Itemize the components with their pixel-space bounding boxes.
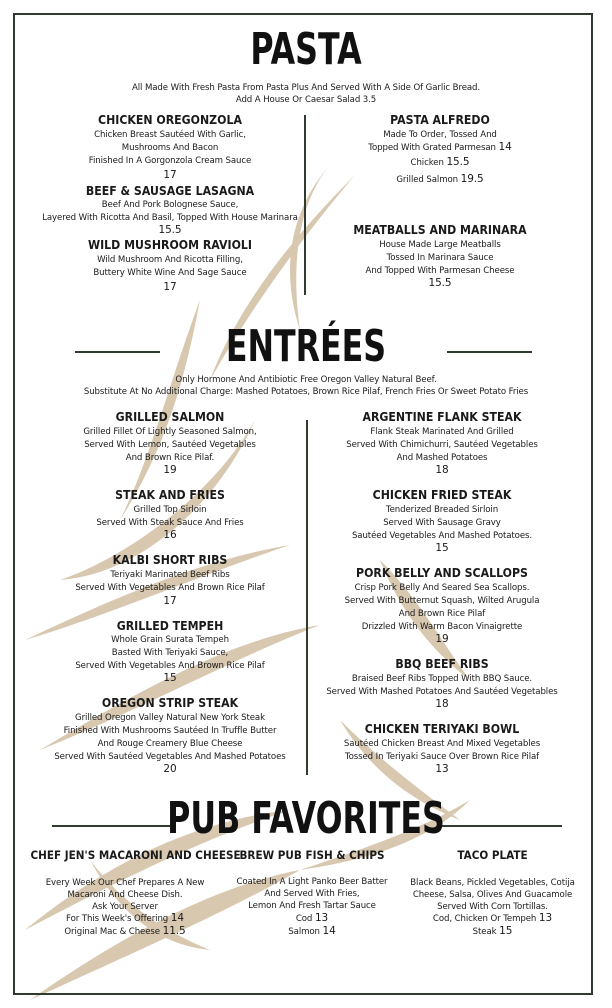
menu-item-description: And Mashed Potatoes — [396, 453, 488, 463]
menu-item-option — [325, 156, 555, 170]
menu-item-description: Lemon And Fresh Tartar Sauce — [248, 901, 376, 911]
option-label: Cod, Chicken Or Tempeh — [432, 914, 537, 924]
menu-item-name: CHICKEN FRIED STEAK — [372, 488, 512, 502]
menu-item-description: Grilled Oregon Valley Natural New York Steak — [75, 713, 265, 723]
option-label: Original Mac & Cheese — [64, 927, 160, 937]
option-label: Grilled Salmon — [396, 175, 458, 185]
entrees-title-rule-right — [447, 351, 532, 353]
option-label: Salmon — [288, 927, 320, 937]
menu-item-name: TACO PLATE — [457, 848, 528, 862]
menu-item-description — [325, 141, 555, 155]
menu-item-description: Grilled Fillet Of Lightly Seasoned Salmon, — [83, 427, 257, 437]
menu-item-description: Served With Butternut Squash, Wilted Arugula — [344, 596, 540, 606]
menu-item-price: 15.5 — [158, 224, 182, 236]
menu-item-description: And Topped With Parmesan Cheese — [365, 266, 515, 276]
menu-item-description: Finished With Mushrooms Sautéed In Truffle Butter — [63, 726, 277, 736]
menu-item-description: Flank Steak Marinated And Grilled — [370, 427, 514, 437]
menu-item-description: Macaroni And Cheese Dish. — [67, 890, 183, 900]
menu-item-price: 18 — [435, 698, 449, 710]
menu-item-name: PORK BELLY AND SCALLOPS — [356, 566, 528, 580]
menu-item-price: 13 — [435, 763, 449, 775]
option-label: Cod — [295, 914, 313, 924]
pasta-note: All Made With Fresh Pasta From Pasta Plus And Served With A Side Of Garlic Bread. — [131, 83, 481, 93]
menu-item-description: Served With Sautéed Vegetables And Mashed Potatoes — [54, 752, 286, 762]
option-label: For This Week's Offering — [66, 914, 169, 924]
menu-item-description: Whole Grain Surata Tempeh — [111, 635, 229, 645]
menu-item-name: MEATBALLS AND MARINARA — [353, 223, 527, 237]
entrees-note: Only Hormone And Antibiotic Free Oregon Valley Natural Beef. — [175, 375, 437, 385]
menu-item-name: BREW PUB FISH & CHIPS — [239, 848, 385, 862]
menu-item-price: 16 — [163, 529, 177, 541]
menu-item-name: BBQ BEEF RIBS — [395, 657, 489, 671]
menu-item-description: Crisp Pork Belly And Seared Sea Scallops. — [354, 583, 530, 593]
menu-item-name: WILD MUSHROOM RAVIOLI — [88, 238, 252, 252]
menu-item-description: Served With Vegetables And Brown Rice Pilaf — [75, 583, 265, 593]
pub-title-rule-left — [52, 825, 172, 827]
menu-item-description: Mushrooms And Bacon — [121, 143, 219, 153]
menu-item-price: 15.5 — [428, 277, 452, 289]
menu-item-price: 15 — [435, 542, 449, 554]
menu-item-price: 17 — [163, 595, 177, 607]
menu-item-description: Tossed In Marinara Sauce — [386, 253, 494, 263]
menu-item-description: Cheese, Salsa, Olives And Guacamole — [412, 890, 573, 900]
entrees-title-rule-left — [75, 351, 160, 353]
menu-item-name: OREGON STRIP STEAK — [101, 696, 239, 710]
menu-item-description: Every Week Our Chef Prepares A New — [45, 878, 205, 888]
pasta-salad-note: Add A House Or Caesar Salad 3.5 — [235, 95, 377, 105]
menu-item-description: Tenderized Breaded Sirloin — [385, 505, 499, 515]
option-price: 15 — [499, 925, 513, 937]
pasta-column-divider — [304, 115, 306, 295]
menu-item-price: 17 — [163, 281, 177, 293]
menu-item-description: Made To Order, Tossed And — [383, 130, 497, 140]
option-price: 19.5 — [460, 173, 484, 185]
menu-item-name: ARGENTINE FLANK STEAK — [362, 410, 522, 424]
menu-item-price: 19 — [435, 633, 449, 645]
menu-item-option — [212, 925, 412, 939]
menu-item-description: Finished In A Gorgonzola Cream Sauce — [88, 156, 252, 166]
menu-item-price: 15 — [163, 672, 177, 684]
menu-item-name: KALBI SHORT RIBS — [112, 553, 228, 567]
menu-item-description: And Brown Rice Pilaf. — [125, 453, 215, 463]
menu-item-description: And Rouge Creamery Blue Cheese — [97, 739, 243, 749]
menu-item-option — [20, 912, 230, 926]
menu-item-name: STEAK AND FRIES — [115, 488, 225, 502]
menu-item-description: Served With Lemon, Sautéed Vegetables — [84, 440, 256, 450]
pub-title-rule-right — [442, 825, 562, 827]
menu-item-description: Ask Your Server — [92, 902, 158, 912]
menu-item-description: Chicken Breast Sautéed With Garlic, — [94, 130, 246, 140]
menu-item-description: Layered With Ricotta And Basil, Topped With House Marinara — [42, 213, 298, 223]
menu-item-price: 18 — [435, 464, 449, 476]
pasta-section-title: PASTA — [250, 24, 362, 75]
menu-item-option — [20, 925, 230, 939]
menu-item-option — [325, 173, 555, 187]
menu-item-name: BEEF & SAUSAGE LASAGNA — [85, 184, 255, 198]
menu-item-description: Served With Vegetables And Brown Rice Pilaf — [75, 661, 265, 671]
menu-item-name: CHICKEN OREGONZOLA — [98, 113, 242, 127]
menu-item-option — [400, 925, 585, 939]
menu-item-description: Served With Chimichurri, Sautéed Vegetables — [346, 440, 538, 450]
menu-item-description: Basted With Teriyaki Sauce, — [111, 648, 229, 658]
option-price: 14 — [170, 912, 184, 924]
option-price: 13 — [314, 912, 329, 924]
menu-item-description: And Served With Fries, — [264, 889, 360, 899]
menu-item-description: Tossed In Teriyaki Sauce Over Brown Rice Pilaf — [344, 752, 540, 762]
menu-item-description: Wild Mushroom And Ricotta Filling, — [97, 255, 243, 265]
menu-item-description: Beef And Pork Bolognese Sauce, — [101, 200, 239, 210]
menu-item-description: Braised Beef Ribs Topped With BBQ Sauce. — [351, 674, 533, 684]
menu-item-name: PASTA ALFREDO — [390, 113, 490, 127]
menu-item-description: Drizzled With Warm Bacon Vinaigrette — [361, 622, 523, 632]
menu-item-description: Topped With Grated Parmesan — [368, 143, 496, 153]
menu-item-description: Sautéed Chicken Breast And Mixed Vegetables — [343, 739, 541, 749]
option-price: 15.5 — [446, 156, 470, 168]
pub-favorites-section-title: PUB FAVORITES — [167, 793, 445, 844]
menu-item-description: Served With Steak Sauce And Fries — [96, 518, 244, 528]
menu-item-name: GRILLED SALMON — [115, 410, 225, 424]
menu-item-price: 19 — [163, 464, 177, 476]
menu-item-description: Served With Sausage Gravy — [383, 518, 501, 528]
menu-item-option — [212, 912, 412, 926]
entrees-section-title: ENTRÉES — [225, 321, 387, 372]
menu-item-description: Teriyaki Marinated Beef Ribs — [110, 570, 230, 580]
option-price: 14 — [322, 925, 336, 937]
menu-item-price: 14 — [498, 141, 512, 153]
menu-item-description: Coated In A Light Panko Beer Batter — [236, 877, 388, 887]
menu-item-description: Grilled Top Sirloin — [133, 505, 207, 515]
option-label: Chicken — [410, 158, 444, 168]
menu-item-description: Sautéed Vegetables And Mashed Potatoes. — [351, 531, 533, 541]
entrees-substitution-note: Substitute At No Additional Charge: Mashed Potatoes, Brown Rice Pilaf, French Fries Or Sweet Potato Fries — [83, 387, 529, 397]
menu-item-name: GRILLED TEMPEH — [116, 619, 224, 633]
menu-item-description: House Made Large Meatballs — [379, 240, 501, 250]
menu-item-price: 17 — [163, 169, 177, 181]
menu-item-price: 20 — [163, 763, 177, 775]
option-price: 11.5 — [162, 925, 186, 937]
menu-item-description: Served With Mashed Potatoes And Sautéed Vegetables — [326, 687, 558, 697]
menu-item-option — [400, 912, 585, 926]
menu-item-description: And Brown Rice Pilaf — [398, 609, 486, 619]
menu-item-name: CHEF JEN'S MACARONI AND CHEESE — [30, 848, 241, 862]
menu-item-description: Served With Corn Tortillas. — [437, 902, 548, 912]
menu-item-name: CHICKEN TERIYAKI BOWL — [364, 722, 520, 736]
option-label: Steak — [472, 927, 497, 937]
option-price: 13 — [538, 912, 553, 924]
menu-item-description: Buttery White Wine And Sage Sauce — [93, 268, 247, 278]
menu-item-description: Black Beans, Pickled Vegetables, Cotija — [410, 878, 575, 888]
